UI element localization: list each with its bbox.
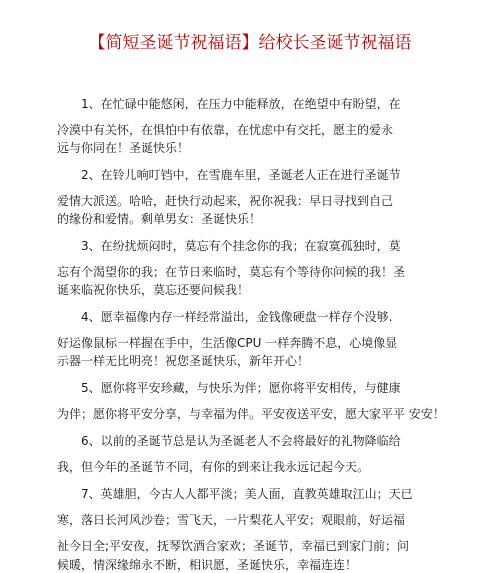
paragraph-line: 寒，落日长河风沙卷；雪飞天，一片梨花人平安；观眼前，好运福 xyxy=(57,513,406,527)
paragraph-line: 好运像鼠标一样握在手中，生活像CPU 一样奔腾不息，心境像显 xyxy=(57,336,398,350)
document-title: 【简短圣诞节祝福语】给校长圣诞节祝福语 xyxy=(88,33,412,53)
paragraph-line: 忘有个渴望你的我；在节日来临时，莫忘有个等待你问候的我！圣 xyxy=(57,265,406,279)
paragraph-line: 爱情大派送。哈哈，赶快行动起来，祝你祝我：早日寻找到自己 xyxy=(57,194,394,208)
paragraph-line: 7、英雄胆，今古人人都平淡；美人面，直教英雄取江山；天已 xyxy=(81,487,413,501)
paragraph-line: 祉今日全;平安夜，抚琴饮酒合家欢；圣诞节，幸福已到家门前；问 xyxy=(57,539,410,553)
paragraph-line: 为伴；愿你将平安分享，与幸福为伴。平安夜送平安，愿大家平平 安安！ xyxy=(57,407,445,421)
paragraph-line: 2、在铃儿响叮铛中，在雪鹿车里，圣诞老人正在进行圣诞节 xyxy=(81,168,401,182)
paragraph-line: 3、在纷扰烦闷时，莫忘有个挂念你的我；在寂寞孤独时，莫 xyxy=(81,239,401,253)
paragraph-line: 诞来临祝你快乐，莫忘还要问候我！ xyxy=(57,283,250,297)
paragraph-line: 我，但今年的圣诞节不同，有你的到来让我永远记起今天。 xyxy=(57,460,370,474)
paragraph-line: 4、愿幸福像内存一样经常溢出，金钱像硬盘一样存个没够. xyxy=(81,310,393,324)
paragraph-line: 的缘份和爱情。剩单男女：圣诞快乐！ xyxy=(57,212,262,226)
paragraph-line: 6、以前的圣诞节总是认为圣诞老人不会将最好的礼物降临给 xyxy=(81,434,401,448)
paragraph-line: 1、在忙碌中能悠闲，在压力中能释放，在绝望中有盼望，在 xyxy=(81,97,401,111)
paragraph-line: 候暖，情深缘绵永不断，相识愿，圣诞快乐，幸福连连！ xyxy=(57,558,358,572)
paragraph-line: 5、愿你将平安珍藏，与快乐为伴；愿你将平安相传，与健康 xyxy=(81,381,401,395)
paragraph-line: 冷漠中有关怀，在惧怕中有依靠，在忧虑中有交托，愿主的爱永 xyxy=(57,123,394,137)
paragraph-line: 远与你同在！圣诞快乐！ xyxy=(57,141,190,155)
paragraph-line: 示器一样无比明亮！祝您圣诞快乐，新年开心！ xyxy=(57,354,310,368)
